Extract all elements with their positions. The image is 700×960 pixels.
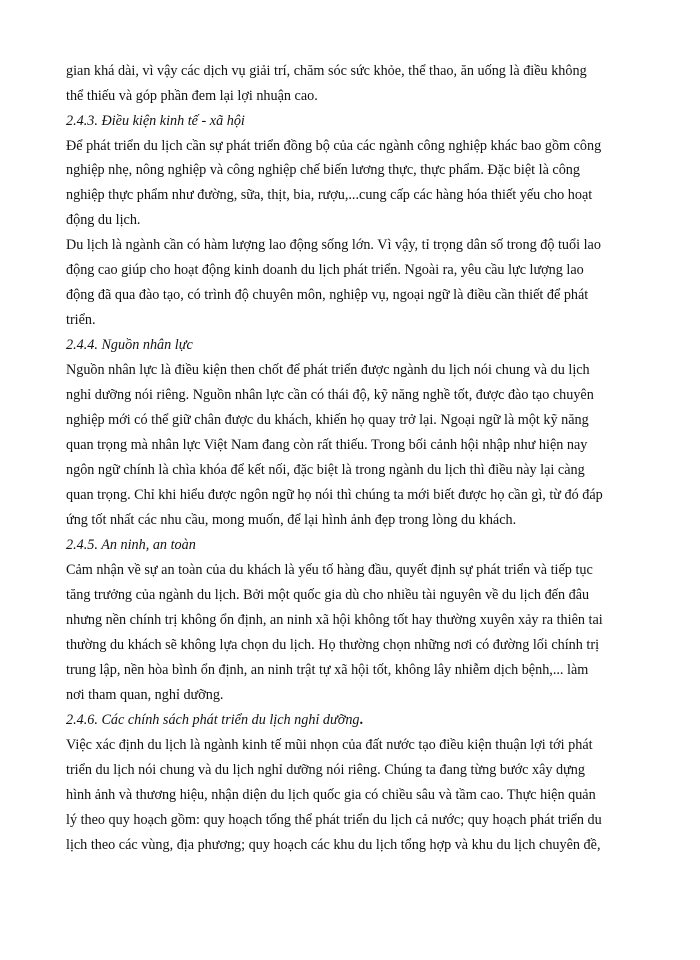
paragraph-line: quan trọng. Chỉ khi hiểu được ngôn ngữ họ nói thì chúng ta mới biết được họ cần gì, từ đó đáp (66, 487, 603, 503)
paragraph-line: Để phát triển du lịch cần sự phát triển đồng bộ của các ngành công nghiệp khác bao gồm công (66, 138, 602, 154)
paragraph-line: Cảm nhận về sự an toàn của du khách là yếu tố hàng đầu, quyết định sự phát triển và tiếp tục (66, 562, 593, 578)
paragraph-line: hình ảnh và thương hiệu, nhận diện du lịch quốc gia có chiều sâu và tầm cao. Thực hiện quản (66, 787, 596, 803)
paragraph-line: động đã qua đào tạo, có trình độ chuyên môn, nghiệp vụ, ngoại ngữ là điều cần thiết để phát (66, 287, 589, 303)
paragraph-line: ngôn ngữ chính là chìa khóa để kết nối, đặc biệt là trong ngành du lịch thì điều này lại càng (66, 462, 585, 478)
paragraph-line: nghiệp mới có thể giữ chân được du khách, khiến họ quay trở lại. Ngoại ngữ là một kỹ năng (66, 412, 589, 428)
paragraph-line: Du lịch là ngành cần có hàm lượng lao động sống lớn. Vì vậy, tỉ trọng dân số trong độ tuổi lao (66, 237, 601, 253)
section-heading-2-4-4: 2.4.4. Nguồn nhân lực (66, 337, 193, 353)
paragraph-line: nơi tham quan, nghỉ dưỡng. (66, 687, 224, 703)
section-heading-2-4-6 (66, 708, 363, 733)
paragraph-line: Việc xác định du lịch là ngành kinh tế mũi nhọn của đất nước tạo điều kiện thuận lợi tới phát (66, 737, 593, 753)
paragraph-line: trung lập, nền hòa bình ổn định, an ninh trật tự xã hội tốt, không lây nhiễm dịch bệnh,... làm (66, 662, 589, 678)
paragraph-line: triển du lịch nói chung và du lịch nghỉ dưỡng nói riêng. Chúng ta đang từng bước xây dựng (66, 762, 585, 778)
paragraph-line: động du lịch. (66, 212, 141, 228)
paragraph-line: triển. (66, 312, 96, 328)
heading-text: 2.4.6. Các chính sách phát triển du lịch nghỉ dưỡng (66, 712, 360, 728)
paragraph-line: nghiệp nhẹ, nông nghiệp và công nghiệp chế biến lương thực, thực phẩm. Đặc biệt là công (66, 162, 580, 178)
paragraph-line: thường du khách sẽ không lựa chọn du lịch. Họ thường chọn những nơi có đường lối chính trị (66, 637, 600, 653)
paragraph-line: nhưng nền chính trị không ổn định, an ninh xã hội không tốt hay thường xuyên xảy ra thiên tai (66, 612, 603, 628)
paragraph-line: lịch theo các vùng, địa phương; quy hoạch các khu du lịch tổng hợp và khu du lịch chuyên đề, (66, 837, 601, 853)
section-heading-2-4-5: 2.4.5. An ninh, an toàn (66, 537, 196, 553)
paragraph-line: tăng trưởng của ngành du lịch. Bởi một quốc gia dù cho nhiều tài nguyên về du lịch đến đâu (66, 587, 590, 603)
paragraph-line: ứng tốt nhất các nhu cầu, mong muốn, để lại hình ảnh đẹp trong lòng du khách. (66, 512, 517, 528)
paragraph-line: gian khá dài, vì vậy các dịch vụ giải trí, chăm sóc sức khỏe, thể thao, ăn uống là điều không (66, 63, 587, 79)
paragraph-line: lý theo quy hoạch gồm: quy hoạch tổng thể phát triển du lịch cả nước; quy hoạch phát triển du (66, 812, 602, 828)
paragraph-line: thể thiếu và góp phần đem lại lợi nhuận cao. (66, 88, 318, 104)
paragraph-line: nghỉ dưỡng nói riêng. Nguồn nhân lực cần có thái độ, kỹ năng nghề tốt, được đào tạo chuyên (66, 387, 594, 403)
paragraph-line: nghiệp thực phẩm như đường, sữa, thịt, bia, rượu,...cung cấp các hàng hóa thiết yếu cho hoạt (66, 187, 593, 203)
paragraph-line: Nguồn nhân lực là điều kiện then chốt để phát triển được ngành du lịch nói chung và du lịch (66, 362, 590, 378)
paragraph-line: quan trọng mà nhân lực Việt Nam đang còn rất thiếu. Trong bối cảnh hội nhập như hiện nay (66, 437, 588, 453)
heading-period: . (359, 712, 364, 728)
paragraph-line: động cao giúp cho hoạt động kinh doanh du lịch phát triển. Ngoài ra, yêu cầu lực lượng lao (66, 262, 584, 278)
section-heading-2-4-3: 2.4.3. Điều kiện kinh tế - xã hội (66, 113, 245, 129)
